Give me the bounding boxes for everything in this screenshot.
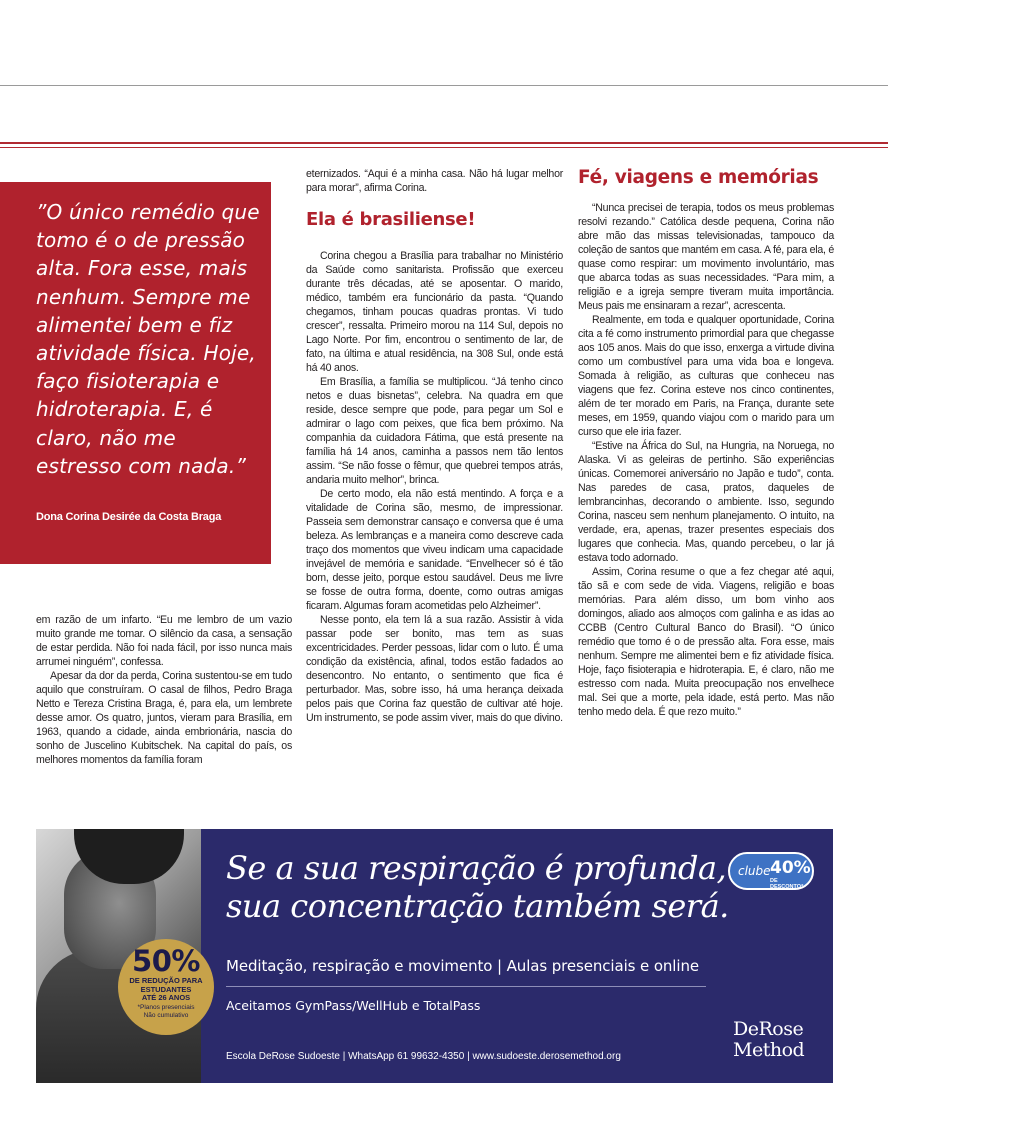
- badge-note: *Planos presenciais: [137, 1003, 195, 1011]
- student-discount-badge: [118, 939, 214, 1035]
- ad-headline-line: sua concentração também será.: [226, 887, 729, 925]
- article-column-middle-lead: [306, 167, 563, 195]
- ad-divider: [226, 986, 706, 987]
- paragraph: Corina chegou a Brasília para trabalhar no Ministério da Saúde como sanitarista. Profissão que exerceu durante três décadas, até se aposentar. O marido, médico, também era funcionário da pasta. “Quando chegamos, tinham poucas quadras prontas. Vi tudo crescer”, ressalta. Primeiro morou na 114 Sul, depois no Lago Norte. Por fim, encontrou o sentimento de lar, de fato, na última e atual residência, na 308 Sul, onde está há 40 anos.: [306, 250, 563, 374]
- advertisement-derose[interactable]: [36, 829, 833, 1083]
- paragraph: Em Brasília, a família se multiplicou. “Já tenho cinco netos e duas bisnetas”, celebra. Na quadra em que reside, desce sempre que pode, para pegar um Sol e admirar o lago com peixes, que fica bem próximo. Na companhia da cuidadora Fátima, que está presente na família há 14 anos, caminha a passos nem tão lentos assim. “Se não fosse o fêmur, que quebrei tempos atrás, andaria muito melhor”, brinca.: [306, 376, 563, 486]
- paragraph: “Nunca precisei de terapia, todos os meus problemas resolvi rezando.” Católica desde pequena, Corina não abre mão das missas televisionadas, tampouco da coleção de santos que mantém em casa. A fé, para ela, é quase como respirar: um movimento involuntário, mas que abarca todas as suas necessidades. “Para mim, a religião e a igreja sempre tiveram muita importância. Meus pais me ensinaram a rezar”, acrescenta.: [578, 202, 834, 312]
- paragraph: Assim, Corina resume o que a fez chegar até aqui, tão sã e com sede de vida. Viagens, religião e boas memórias. Para além disso, um bom vinho aos domingos, aliado aos almoços com galinha e as idas ao CCBB (Centro Cultural Banco do Brasil). “O único remédio que tomo é o de pressão alta. Fora esse, mais nenhum. Sempre me alimentei bem e fiz atividade física. Hoje, faço fisioterapia e hidroterapia. E, é claro, não me estresso com nada. Muita preocupação nos envelhece mal. Sei que a morte, pela idade, está perto. Mas não tenho medo dela. É que rezo muito.”: [578, 566, 834, 718]
- badge-note: Não cumulativo: [143, 1012, 189, 1019]
- logo-line: DeRose: [733, 1018, 804, 1040]
- badge-line: ESTUDANTES: [140, 984, 192, 994]
- ad-headline: [226, 849, 746, 925]
- paragraph: em razão de um infarto. “Eu me lembro de um vazio muito grande me tomar. O silêncio da casa, a sensação de estar perdida. Não foi nada fácil, por isso nunca mais arrumei ninguém”, confessa.: [36, 614, 292, 668]
- pull-quote-attribution: Dona Corina Desirée da Costa Braga: [36, 511, 222, 523]
- pull-quote-text: ”O único remédio que tomo é o de pressão alta. Fora esse, mais nenhum. Sempre me alimentei bem e fiz atividade física. Hoje, faço fisioterapia e hidroterapia. E, é claro, não me estresso com nada.”: [36, 200, 260, 478]
- clube-desc: DE DESCONTO*: [770, 878, 804, 890]
- article-column-middle: [306, 249, 563, 725]
- ad-headline-line: Se a sua respiração é profunda,: [226, 849, 727, 887]
- derose-method-logo: [733, 1019, 823, 1061]
- badge-line: ATÉ 26 ANOS: [141, 993, 191, 1002]
- paragraph: De certo modo, ela não está mentindo. A força e a vitalidade de Corina são, mesmo, de impressionar. Passeia sem demonstrar cansaço e conversa que é uma beleza. As lembranças e a maneira como descreve cada traço dos momentos que viveu indicam uma capacidade invejável de memória e sanidade. “Envelhecer só é tão bom, desse jeito, porque estou saudável. Deus me livre se fosse de outra forma, doente, como outras amigas ficaram. Algumas foram acometidas pelo Alzheimer”.: [306, 488, 563, 612]
- article-column-left: [36, 613, 292, 767]
- paragraph: “Estive na África do Sul, na Hungria, na Noruega, no Alaska. Vi as geleiras de pertinho. São experiências únicas. Comemorei aniversário no Japão e tudo”, conta. Nas paredes de casa, pratos, daqueles de lembrancinhas, decorando o ambiente. Isso, segundo Corina, nasceu sem nenhum planejamento. O intuito, na verdade, era, apenas, trazer presentes especiais dos lugares que conhecia. Mas, quando percebeu, o lar já estava todo adornado.: [578, 440, 834, 564]
- red-divider-thick: [0, 142, 888, 144]
- logo-line: Method: [733, 1039, 805, 1061]
- paragraph: eternizados. “Aqui é a minha casa. Não há lugar melhor para morar”, afirma Corina.: [306, 168, 563, 194]
- paragraph: Apesar da dor da perda, Corina sustentou-se em tudo aquilo que construíram. O casal de filhos, Pedro Braga Netto e Tereza Cristina Braga, é, para ela, um lembrete desse amor. Os quatro, juntos, vieram para Brasília, em 1963, quando a cidade, ainda embrionária, nascia do sonho de Juscelino Kubitschek. Na capital do país, os melhores momentos da família foram: [36, 670, 292, 766]
- clube-discount-badge: [728, 852, 814, 890]
- top-divider: [0, 85, 888, 86]
- badge-line: DE REDUÇÃO PARA: [129, 976, 203, 985]
- clube-name: clube: [738, 864, 771, 878]
- section-heading-ela-e-brasiliense: Ela é brasiliense!: [306, 209, 476, 230]
- red-divider-thin: [0, 147, 888, 148]
- badge-percent: 50%: [132, 944, 200, 978]
- ad-contact-footer[interactable]: Escola DeRose Sudoeste | WhatsApp 61 99632-4350 | www.sudoeste.derosemethod.org: [226, 1051, 621, 1062]
- ad-subtitle: Meditação, respiração e movimento | Aulas presenciais e online: [226, 957, 699, 975]
- paragraph: Nesse ponto, ela tem lá a sua razão. Assistir à vida passar pode ser bonito, mas tem as suas excentricidades. Perder pessoas, lidar com o luto. É uma condição da existência, afinal, todos estão fadados ao desencontro. No entanto, o sentimento que fica é perturbador. Mas, sobre isso, há uma herança deixada pelos pais que Corina faz questão de cultivar até hoje. Um instrumento, se pode assim viver, mais do que divino.: [306, 614, 563, 724]
- paragraph: Realmente, em toda e qualquer oportunidade, Corina cita a fé como instrumento primordial para que chegasse aos 105 anos. Mais do que isso, enxerga a virtude divina como um combustível para uma vida boa e longeva. Somada à religião, as culturas que conheceu nas viagens que fez. Corina esteve nos cinco continentes, além de ter morado em Paris, na França, durante sete meses, em 1959, quando viajou com o marido para um curso que ele iria fazer.: [578, 314, 834, 438]
- article-column-right: [578, 201, 834, 719]
- ad-payment-info: Aceitamos GymPass/WellHub e TotalPass: [226, 998, 481, 1013]
- clube-percent: 40%: [770, 858, 811, 878]
- section-heading-fe-viagens-memorias: Fé, viagens e memórias: [578, 167, 819, 188]
